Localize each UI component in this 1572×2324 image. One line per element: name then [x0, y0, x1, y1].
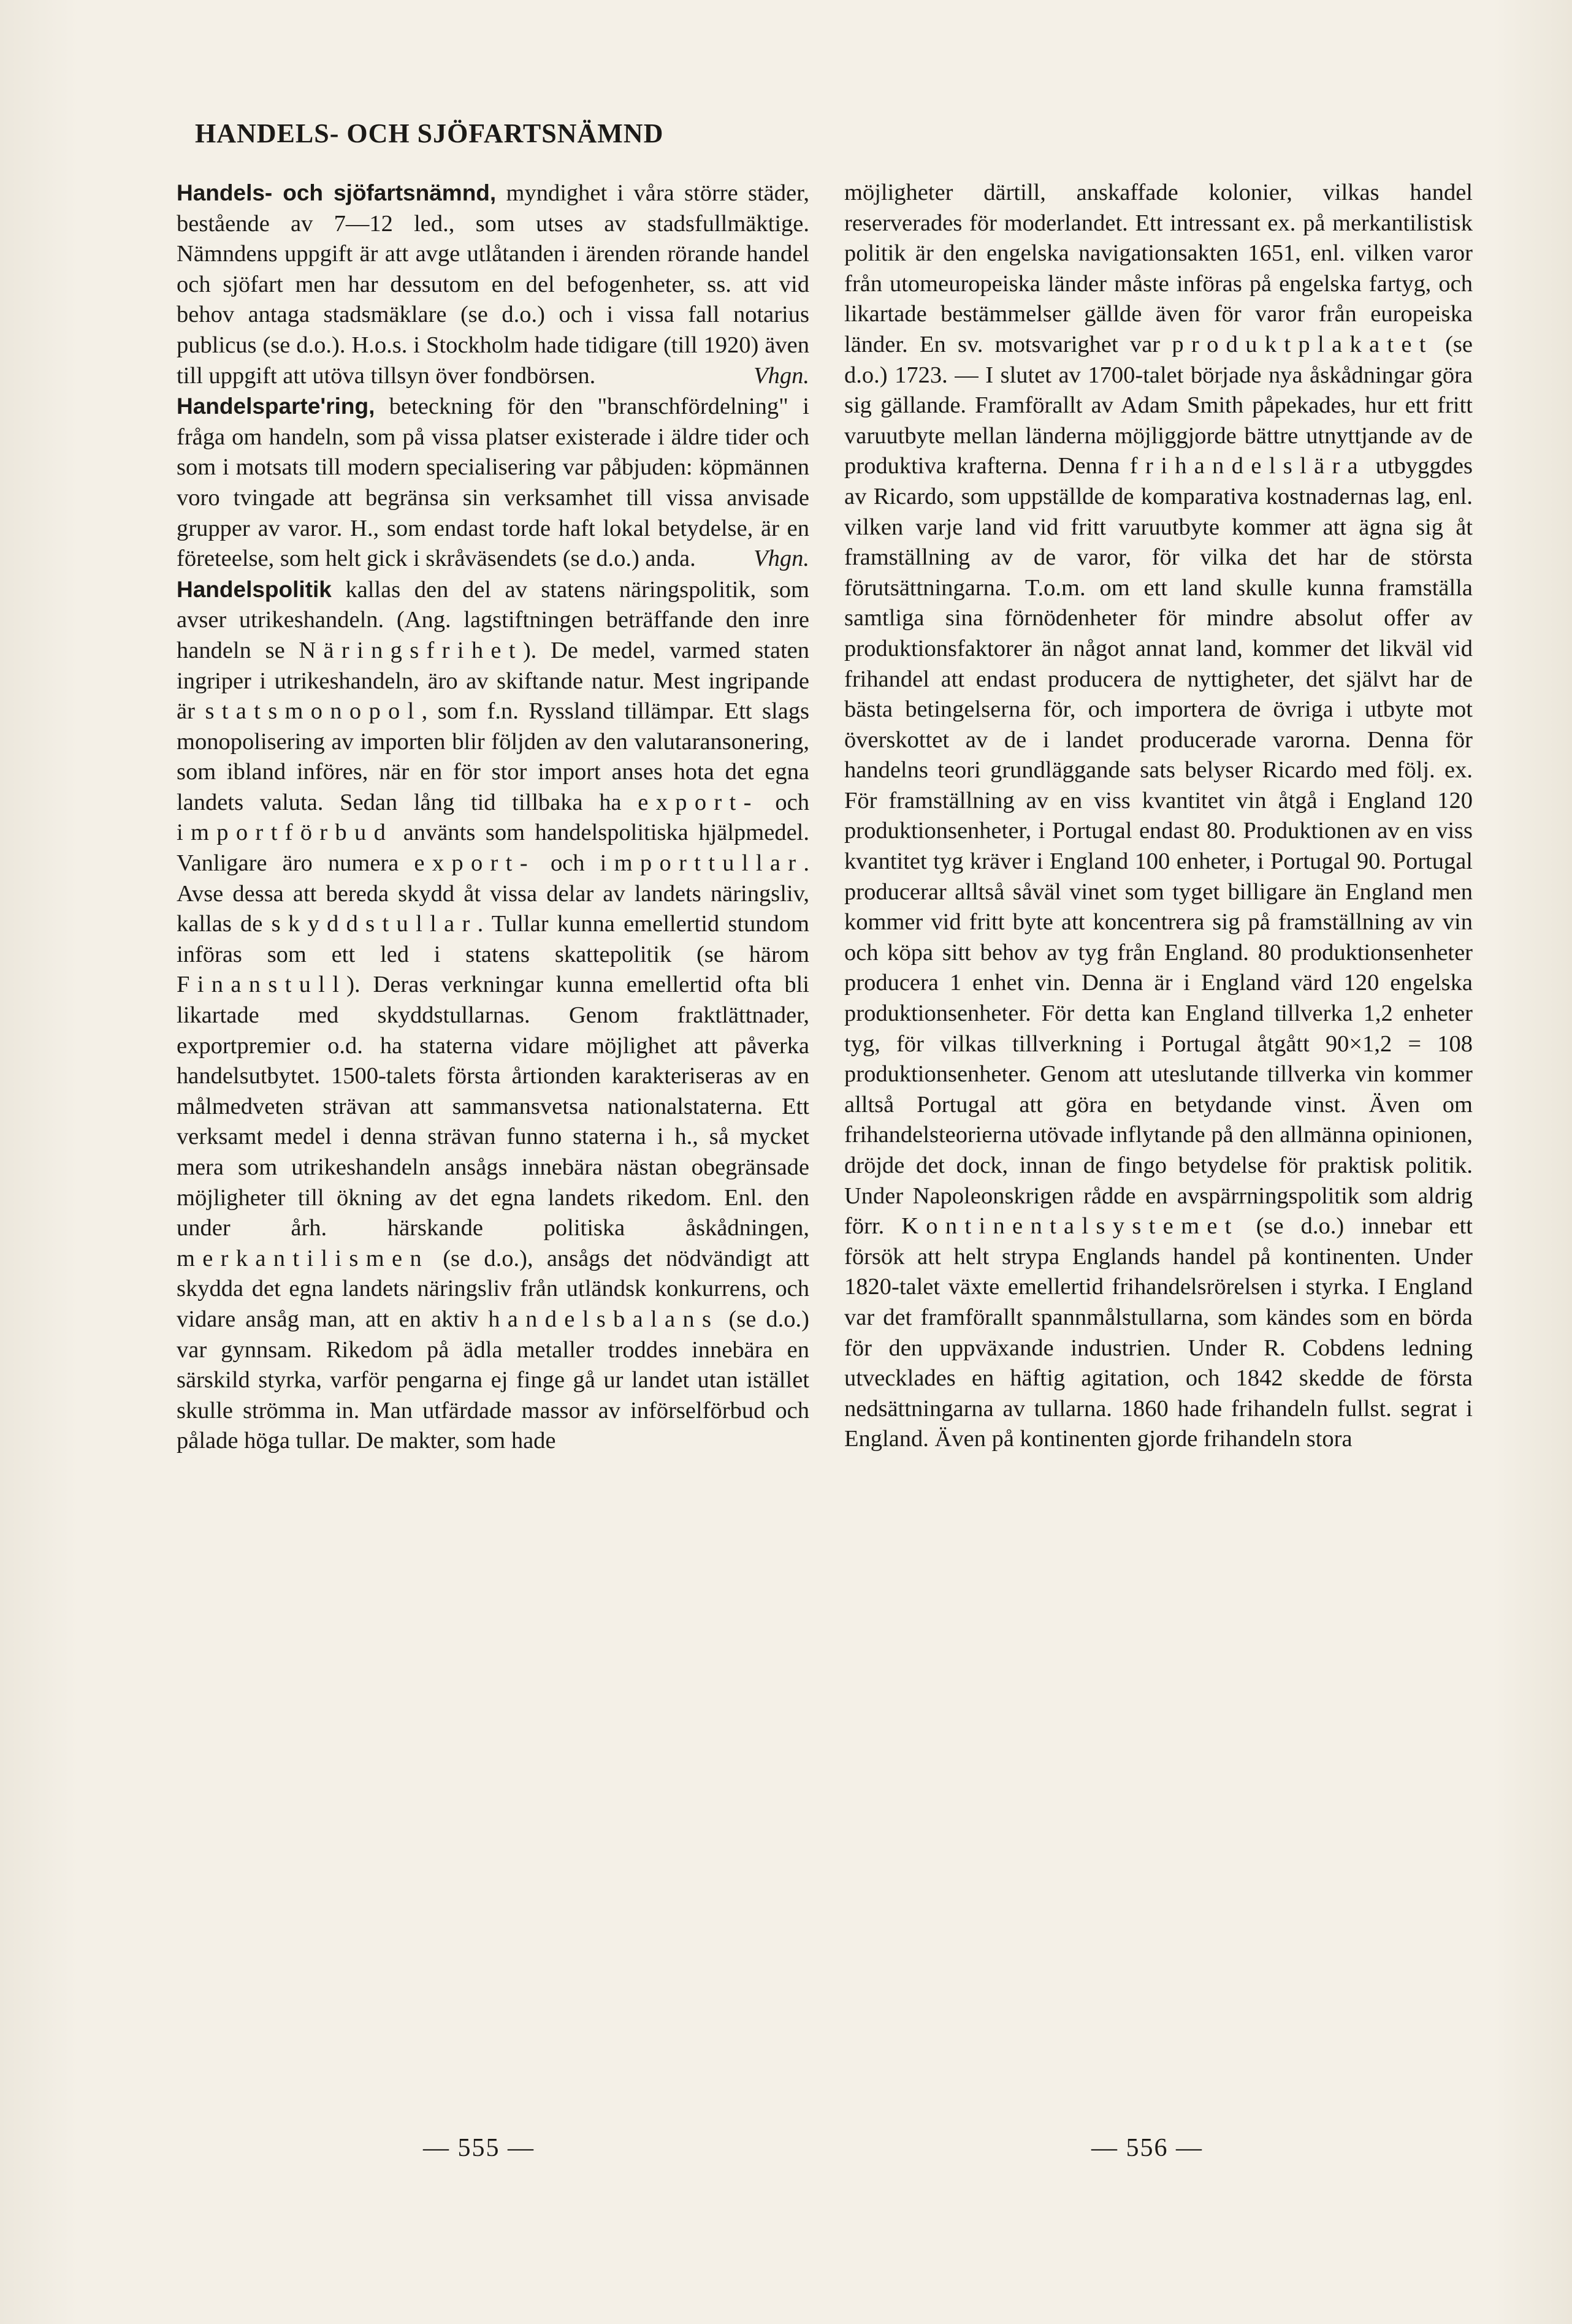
spaced-term: statsmonopol — [205, 698, 422, 725]
entry-text: kallas den del av statens näringspolitik, som avser utrikeshandeln. (Ang. lagstiftningen beträffande den inre handeln se — [177, 576, 809, 663]
entry-text: använts som handelspolitiska hjälpmedel. Vanligare äro numera — [177, 820, 809, 877]
entry-handels-och-sjofartsnamnd — [177, 178, 809, 391]
entry-text: (se d.o.), ansågs det nödvändigt att skydda det egna landets näringsliv från utländsk konkurrens, och vidare ansåg man, att en aktiv — [177, 1245, 809, 1332]
spaced-term: export- — [638, 789, 759, 815]
spaced-term: produktplakatet — [1172, 331, 1433, 357]
author-signature: Vhgn. — [754, 362, 809, 389]
entry-text: , som f.n. Ryssland tillämpar. Ett slags monopolisering av importen blir följden av den valutaransonering, som ibland införes, när en för stor import anses hota det egna landets valuta. Sedan lång tid tillbaka ha — [177, 698, 809, 815]
entry-text: ). De medel, varmed staten ingriper i utrikeshandeln, äro av skiftande natur. Mest ingripande är — [177, 637, 809, 725]
cross-reference: Finanstull — [177, 972, 347, 998]
entry-text: myndighet i våra större städer, bestående av 7—12 led., som utses av stadsfullmäktige. Nämndens uppgift är att avge utlåtanden i ärenden rörande handel och sjöfart men har dessutom en del befogenheter, ss. att vid behov antaga stadsmäklare (se d.o.) och i vissa fall notarius publicus (se d.o.). H.o.s. i Stockholm hade tidigare (till 1920) även till uppgift att utöva tillsyn över fondbörsen. — [177, 180, 810, 389]
entry-text: (se d.o.) innebar ett försök att helt strypa Englands handel på kontinenten. Under 1820-talet växte emellertid frihandelsrörelsen i styrka. I England var det framförallt spannmålstullarna, som kändes som en börda för den uppväxande industrien. Under R. Cobdens ledning utvecklades en häftig agitation, och 1842 skedde de första nedsättningarna av tullarna. 1860 hade frihandeln fullst. segrat i England. Även på kontinenten gjorde frihandeln stora — [844, 1213, 1473, 1452]
headword: Handels- och sjöfartsnämnd, — [177, 180, 497, 205]
entry-handelspolitik — [177, 574, 809, 1457]
entry-text: beteckning för den "branschfördelning" i fråga om handeln, som på vissa platser existerade i äldre tider och som i motsats till modern specialisering var påbjuden: köpmännen voro tvingade att begränsa sin verksamhet till vissa anvisade grupper av varor. H., som endast torde haft lokal betydelse, är en företeelse, som helt gick i skråväsendets (se d.o.) anda. — [177, 394, 809, 572]
headword: Handelsparte'ring, — [177, 394, 375, 419]
entry-text: . Avse dessa att bereda skydd åt vissa delar av landets näringsliv, kallas de — [177, 850, 810, 937]
entry-text: och — [535, 850, 600, 877]
entry-text: . Tullar kunna emellertid stundom införas som ett led i statens skattepolitik (se härom — [177, 911, 809, 967]
cross-reference: Näringsfrihet — [299, 637, 523, 663]
entry-text: och — [758, 789, 809, 815]
entry-text: (se d.o.) var gynnsam. Rikedom på ädla metaller troddes innebära en särskild styrka, varför pengarna ej finge gå ur landet utan istället skulle strömma in. Man utfärdade massor av införselförbud och pålade höga tullar. De makter, som hade — [177, 1306, 809, 1454]
entry-text: ). Deras verkningar kunna emellertid ofta bli likartade med skyddstullarnas. Genom fraktlättnader, exportpremier o.d. ha staterna vidare möjlighet att påverka handelsutbytet. 1500-talets första årtionden karakteriseras av en målmedveten strävan att sammansvetsa nationalstaterna. Ett verksamt medel i denna strävan funno staterna i h., så mycket mera som utrikeshandeln ansågs innebära nästan obegränsade möjligheter till ökning av det egna landets rikedom. Enl. den under årh. härskande politiska åskådningen, — [177, 972, 809, 1241]
spaced-term: handelsbalans — [488, 1306, 719, 1332]
spaced-term: export- — [414, 850, 535, 877]
entry-text: utbyggdes av Ricardo, som uppställde de komparativa kostnadernas lag, enl. vilken varje land vid fritt varuutbyte kommer att ägna sig åt framställning av de varor, för vilka det har de största förutsättningarna. T.o.m. om ett land skulle kunna framställa samtliga sina förnödenheter för mindre absolut offer av produktionsfaktorer än något annat land, kommer det likväl vid frihandel att endast producera de nyttigheter, det självt har de bästa betingelserna för, och importera de övriga i utbyte mot överskottet av de i landet producerade varorna. Denna för handelns teori grundläggande sats belyser Ricardo med följ. ex. För framställning av en viss kvantitet vin åtgå i England 120 produktionsenheter, i Portugal endast 80. Produktionen av en viss kvantitet tyg kräver i England 100 enheter, i Portugal 90. Portugal producerar alltså såväl vinet som tyget billigare än England men kommer vid fritt byte att koncentrera sig på framställning av vin och köpa sitt behov av tyg från England. 80 produktionsenheter producera 1 enhet vin. Denna är i England värd 120 engelska produktionsenheter. För detta kan England tillverka 1,2 enheter tyg, för vilkas tillverkning i Portugal åtgått 90×1,2 = 108 produktionsenheter. Genom att uteslutande tillverka vin kommer alltså Portugal att göra en betydande vinst. Även om frihandelsteorierna utövade inflytande på den allmänna opinionen, dröjde det dock, innan de fingo betydelse för praktisk politik. Under Napoleonskrigen rådde en avspärrningspolitik som aldrig förr. — [844, 453, 1473, 1240]
left-column — [177, 178, 809, 1457]
entry-handelspartering — [177, 391, 809, 574]
spaced-term: Kontinentalsystemet — [901, 1213, 1239, 1240]
headword: Handelspolitik — [177, 576, 332, 602]
spaced-term: importtullar — [600, 850, 804, 877]
spaced-term: frihandelslära — [1129, 453, 1366, 479]
page-number-left: — 555 — — [423, 2134, 535, 2162]
page-number-right: — 556 — — [1091, 2134, 1203, 2162]
entry-text: möjligheter därtill, anskaffade kolonier, vilkas handel reserverades för moderlandet. Ett intressant ex. på merkantilistisk politik är den engelska navigationsakten 1651, enl. vilken varor från utomeuropeiska länder måste införas på engelska fartyg, och likartade bestämmelser gällde även för varor från europeiska länder. En sv. motsvarighet var — [844, 180, 1473, 357]
author-signature: Vhgn. — [754, 546, 809, 572]
entry-handelspolitik-continued — [844, 178, 1473, 1455]
spaced-term: importförbud — [177, 820, 394, 846]
running-header: HANDELS- OCH SJÖFARTSNÄMND — [195, 118, 664, 148]
right-column — [844, 178, 1473, 1455]
spaced-term: merkantilismen — [177, 1245, 429, 1271]
spaced-term: skyddstullar — [271, 911, 478, 937]
entry-text: (se d.o.) 1723. — I slutet av 1700-talet började nya åskådningar göra sig gällande. Framförallt av Adam Smith påpekades, hur ett fritt varuutbyte mellan länderna möjliggjorde bättre utnyttjande av de produktiva krafterna. Denna — [844, 331, 1473, 479]
